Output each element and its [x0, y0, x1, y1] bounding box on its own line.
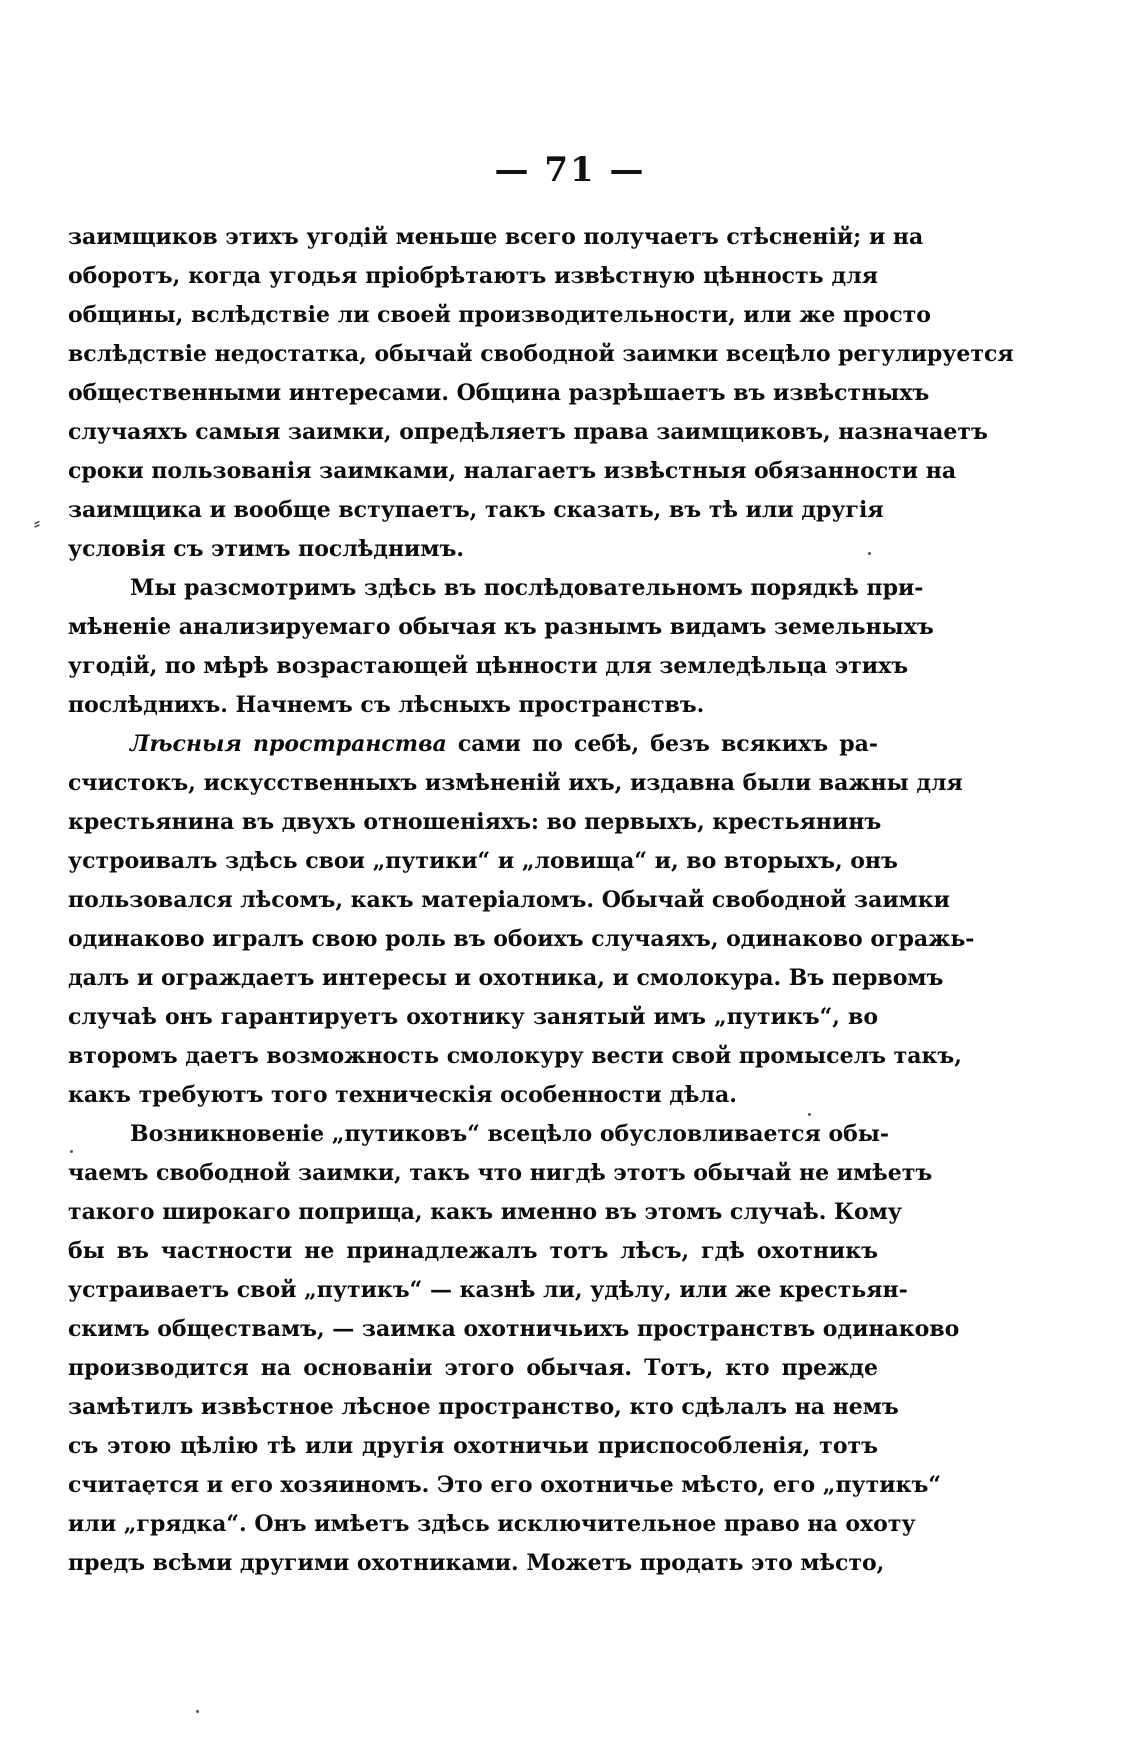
- text-line: одинаково игралъ свою роль въ обоихъ случаяхъ, одинаково огражь-: [68, 926, 975, 952]
- text-line: общественными интересами. Община разрѣшаетъ въ извѣстныхъ: [68, 380, 930, 406]
- text-line: счистокъ, искусственныхъ измѣненій ихъ, издавна были важны для: [68, 770, 963, 796]
- text-line: далъ и ограждаетъ интересы и охотника, и смолокура. Въ первомъ: [68, 965, 944, 991]
- text-line: [68, 725, 878, 764]
- text-line: Мы разсмотримъ здѣсь въ послѣдовательномъ порядкѣ при-: [130, 575, 924, 601]
- text-line: производится на основаніи этого обычая. Тотъ, кто прежде: [68, 1355, 878, 1381]
- text-line: случаяхъ самыя заимки, опредѣляетъ права заимщиковъ, назначаетъ: [68, 419, 988, 445]
- text-line: заимщиков этихъ угодій меньше всего получаетъ стѣсненій; и на: [68, 224, 924, 250]
- text-line: чаемъ свободной заимки, такъ что нигдѣ этотъ обычай не имѣетъ: [68, 1160, 933, 1186]
- text-line: считается и его хозяиномъ. Это его охотничье мѣсто, его „путикъ“: [68, 1472, 942, 1498]
- emphasized-term: Лѣсныя пространства: [130, 731, 447, 757]
- text-line: устроивалъ здѣсь свои „путики“ и „ловища“ и, во вторыхъ, онъ: [68, 848, 898, 874]
- text-line: оборотъ, когда угодья пріобрѣтаютъ извѣстную цѣнность для: [68, 263, 878, 289]
- text-line: какъ требуютъ того техническія особенности дѣла.: [68, 1082, 737, 1108]
- text-line: устраиваетъ свой „путикъ“ — казнѣ ли, удѣлу, или же крестьян-: [68, 1277, 908, 1303]
- text-line: общины, вслѣдствіе ли своей производительности, или же просто: [68, 302, 931, 328]
- text-line: случаѣ онъ гарантируетъ охотнику занятый имъ „путикъ“, во: [68, 1004, 878, 1030]
- text-line: мѣненіе анализируемаго обычая къ разнымъ видамъ земельныхъ: [68, 614, 934, 640]
- paragraph: [68, 218, 1014, 569]
- paragraph: [68, 725, 975, 1115]
- text-line: пользовался лѣсомъ, какъ матеріаломъ. Обычай свободной заимки: [68, 887, 950, 913]
- text-line: послѣднихъ. Начнемъ съ лѣсныхъ пространствъ.: [68, 692, 705, 718]
- page-number: — 71 —: [494, 150, 646, 190]
- text-line: крестьянина въ двухъ отношеніяхъ: во первыхъ, крестьянинъ: [68, 809, 882, 835]
- text-line: или „грядка“. Онъ имѣетъ здѣсь исключительное право на охоту: [68, 1511, 916, 1537]
- margin-mark: ⸗: [34, 513, 40, 534]
- text-line: Возникновеніе „путиковъ“ всецѣло обусловливается обы-: [130, 1121, 889, 1147]
- text-line: условія съ этимъ послѣднимъ.: [68, 536, 465, 562]
- text-line: заимщика и вообще вступаетъ, такъ сказать, въ тѣ или другія: [68, 497, 884, 523]
- text-line: бы въ частности не принадлежалъ тотъ лѣсъ, гдѣ охотникъ: [68, 1238, 878, 1264]
- text-line: такого широкаго поприща, какъ именно въ этомъ случаѣ. Кому: [68, 1199, 902, 1225]
- text-line: предъ всѣми другими охотниками. Можетъ продать это мѣсто,: [68, 1550, 885, 1576]
- speck: [196, 1710, 199, 1713]
- line-text: сами по себѣ, безъ всякихъ ра-: [446, 731, 878, 757]
- text-line: съ этою цѣлію тѣ или другія охотничьи приспособленія, тотъ: [68, 1433, 878, 1459]
- text-line: второмъ даетъ возможность смолокуру вести свой промыселъ такъ,: [68, 1043, 962, 1069]
- text-line: вслѣдствіе недостатка, обычай свободной заимки всецѣло регулируется: [68, 341, 1014, 367]
- paragraph: [68, 569, 934, 725]
- text-line: сроки пользованія заимками, налагаетъ извѣстныя обязанности на: [68, 458, 957, 484]
- text-line: скимъ обществамъ, — заимка охотничьихъ пространствъ одинаково: [68, 1316, 960, 1342]
- text-line: замѣтилъ извѣстное лѣсное пространство, кто сдѣлалъ на немъ: [68, 1394, 899, 1420]
- text-line: угодій, по мѣрѣ возрастающей цѣнности для земледѣльца этихъ: [68, 653, 909, 679]
- paragraph: [68, 1115, 960, 1583]
- body-text: [68, 218, 1014, 1583]
